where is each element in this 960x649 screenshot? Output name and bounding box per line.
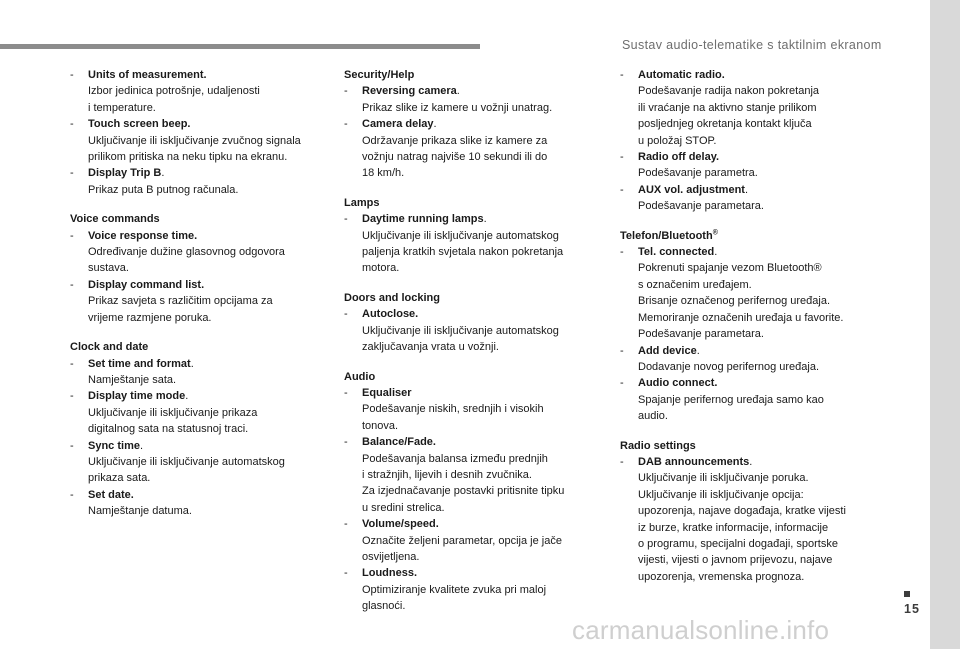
setting-item	[620, 67, 875, 149]
settings-section	[344, 67, 599, 182]
setting-description: Podešavanje niskih, srednjih i visokih tonova.	[362, 403, 544, 432]
setting-label: Daytime running lamps	[362, 213, 484, 226]
setting-label: Loudness.	[362, 567, 418, 580]
setting-item	[344, 434, 599, 516]
setting-label: Sync time	[88, 439, 140, 452]
settings-section	[620, 67, 875, 215]
label-suffix: .	[696, 344, 700, 357]
label-suffix: .	[749, 455, 753, 468]
setting-item	[70, 165, 325, 198]
page-number: 15	[904, 602, 920, 616]
settings-section	[70, 211, 325, 326]
bullet-dash: -	[620, 455, 624, 468]
setting-item	[344, 385, 599, 434]
label-suffix: .	[185, 390, 189, 403]
setting-label: Touch screen beep.	[88, 118, 191, 131]
setting-description: Pokrenuti spajanje vezom Bluetooth® s označenim uređajem. Brisanje označenog perifernog uređaja. Memoriranje označenih uređaja u favorite. Podešavanje parametara.	[638, 262, 844, 341]
setting-description: Podešavanje radija nakon pokretanja ili vraćanje na aktivno stanje prilikom posljednjeg okretanja kontakt ključa u položaj STOP.	[638, 85, 820, 147]
bullet-dash: -	[344, 386, 348, 399]
section-title: Security/Help	[344, 69, 415, 81]
settings-section	[70, 67, 325, 198]
label-suffix: .	[433, 118, 437, 131]
section-title: Telefon/Bluetooth®	[620, 229, 718, 242]
setting-label: Tel. connected	[638, 246, 715, 259]
settings-section	[70, 339, 325, 519]
label-suffix: .	[483, 213, 487, 226]
setting-label: AUX vol. adjustment	[638, 183, 745, 196]
bullet-dash: -	[344, 308, 348, 321]
settings-section	[620, 438, 875, 586]
setting-item	[344, 306, 599, 355]
setting-label: Display time mode	[88, 390, 186, 403]
setting-description: Namještanje datuma.	[88, 505, 192, 518]
bullet-dash: -	[70, 278, 74, 291]
setting-description: Uključivanje ili isključivanje zvučnog signala prilikom pritiska na neku tipku na ekranu.	[88, 134, 301, 164]
settings-section	[620, 228, 875, 425]
bullet-dash: -	[70, 167, 74, 180]
bullet-dash: -	[620, 377, 624, 390]
setting-item	[70, 277, 325, 326]
setting-label: Set date.	[88, 488, 134, 501]
setting-description: Prikaz slike iz kamere u vožnji unatrag.	[362, 101, 553, 114]
setting-item	[344, 516, 599, 565]
setting-item	[620, 454, 875, 585]
setting-item	[620, 149, 875, 182]
label-suffix: .	[139, 439, 144, 452]
setting-description: Dodavanje novog perifernog uređaja.	[638, 360, 820, 373]
section-title: Clock and date	[70, 341, 149, 354]
setting-item	[70, 356, 325, 389]
setting-item	[620, 375, 875, 424]
setting-description: Održavanje prikaza slike iz kamere za vožnju natrag najviše 10 sekundi ili do 18 km/h.	[362, 134, 548, 180]
setting-label: Volume/speed.	[362, 518, 439, 531]
bullet-dash: -	[70, 229, 74, 242]
bullet-dash: -	[620, 183, 624, 196]
setting-item	[70, 67, 325, 116]
bullet-dash: -	[344, 436, 348, 449]
settings-section	[344, 195, 599, 277]
bullet-dash: -	[620, 69, 624, 81]
setting-label: Automatic radio.	[638, 69, 725, 81]
bullet-dash: -	[344, 567, 348, 580]
bullet-dash: -	[70, 69, 74, 81]
setting-description: Podešavanje parametra.	[638, 167, 758, 180]
setting-item	[620, 182, 875, 215]
bullet-dash: -	[344, 213, 348, 226]
label-suffix: .	[744, 183, 749, 196]
setting-item	[344, 116, 599, 182]
setting-item	[620, 244, 875, 342]
watermark: carmanualsonline.info	[572, 615, 830, 645]
registered-mark: ®	[712, 229, 718, 236]
section-title: Radio settings	[620, 439, 696, 452]
page-side-tab	[930, 0, 960, 649]
setting-description: Uključivanje ili isključivanje automatskog prikaza sata.	[88, 455, 285, 485]
header-rule	[0, 44, 480, 49]
bullet-dash: -	[70, 439, 74, 452]
page-marker-square	[904, 591, 910, 597]
setting-description: Uključivanje ili isključivanje automatskog paljenja kratkih svjetala nakon pokretanja motora.	[362, 229, 564, 275]
section-title: Lamps	[344, 196, 380, 209]
section-title: Voice commands	[70, 213, 160, 226]
setting-description: Namještanje sata.	[88, 373, 177, 386]
bullet-dash: -	[344, 85, 348, 98]
setting-description: Spajanje perifernog uređaja samo kao audio.	[638, 393, 824, 423]
settings-section	[344, 290, 599, 356]
setting-label: Voice response time.	[88, 229, 198, 242]
setting-description: Optimiziranje kvalitete zvuka pri maloj glasnoći.	[362, 583, 547, 613]
setting-description: Podešavanje parametara.	[638, 200, 764, 213]
setting-label: Camera delay	[362, 118, 434, 131]
setting-item	[70, 388, 325, 437]
setting-label: Units of measurement.	[88, 69, 207, 81]
setting-item	[70, 228, 325, 277]
section-title: Audio	[344, 370, 376, 383]
setting-item	[344, 83, 599, 116]
column-1	[70, 67, 325, 533]
page-header-title: Sustav audio-telematike s taktilnim ekranom	[622, 38, 882, 52]
setting-description: Prikaz savjeta s različitim opcijama za vrijeme razmjene poruka.	[88, 295, 273, 324]
label-suffix: .	[161, 167, 165, 180]
bullet-dash: -	[620, 151, 624, 164]
settings-section	[344, 369, 599, 615]
setting-description: Uključivanje ili isključivanje prikaza digitalnog sata na statusnoj traci.	[88, 406, 258, 436]
setting-label: Balance/Fade.	[362, 436, 436, 449]
setting-item	[620, 343, 875, 376]
bullet-dash: -	[620, 246, 624, 259]
bullet-dash: -	[620, 344, 624, 357]
bullet-dash: -	[344, 518, 348, 531]
label-suffix: .	[190, 357, 194, 370]
setting-description: Uključivanje ili isključivanje automatskog zaključavanja vrata u vožnji.	[362, 324, 559, 354]
setting-label: Autoclose.	[362, 308, 419, 321]
setting-item	[344, 211, 599, 277]
setting-description: Izbor jedinica potrošnje, udaljenosti i temperature.	[88, 85, 260, 114]
column-3	[620, 67, 875, 598]
setting-label: Radio off delay.	[638, 151, 720, 164]
bullet-dash: -	[70, 118, 74, 131]
setting-item	[70, 487, 325, 520]
section-title: Doors and locking	[344, 291, 440, 304]
setting-label: Reversing camera	[362, 85, 457, 98]
bullet-dash: -	[344, 118, 348, 131]
setting-label: DAB announcements	[638, 455, 750, 468]
setting-description: Određivanje dužine glasovnog odgovora sustava.	[88, 246, 285, 275]
setting-item	[70, 116, 325, 165]
setting-description: Podešavanja balansa između prednjih i stražnjih, lijevih i desnih zvučnika. Za izjednačavanje postavki pritisnite tipku u sredini strelica.	[362, 452, 565, 514]
setting-label: Set time and format	[88, 357, 191, 370]
setting-description: Uključivanje ili isključivanje poruka. Uključivanje ili isključivanje opcija: upozorenja, najave događaja, kratke vijesti iz burze, kratke informacije, informacije o programu, specijalni događaji, sportske vijesti, vijesti o javnom prijevozu, najave upozorenja, vremenska prognoza.	[638, 472, 846, 583]
setting-label: Equaliser	[362, 386, 412, 399]
bullet-dash: -	[70, 390, 74, 403]
setting-label: Add device	[638, 344, 697, 357]
column-2	[344, 67, 599, 628]
bullet-dash: -	[70, 357, 74, 370]
label-suffix: .	[714, 246, 718, 259]
setting-description: Prikaz puta B putnog računala.	[88, 183, 239, 196]
label-suffix: .	[456, 85, 460, 98]
setting-label: Display command list.	[88, 278, 205, 291]
setting-item	[344, 565, 599, 614]
bullet-dash: -	[70, 488, 74, 501]
setting-label: Display Trip B	[88, 167, 162, 180]
setting-item	[70, 438, 325, 487]
setting-label: Audio connect.	[638, 377, 718, 390]
setting-description: Označite željeni parametar, opcija je jače osvijetljena.	[362, 534, 562, 563]
